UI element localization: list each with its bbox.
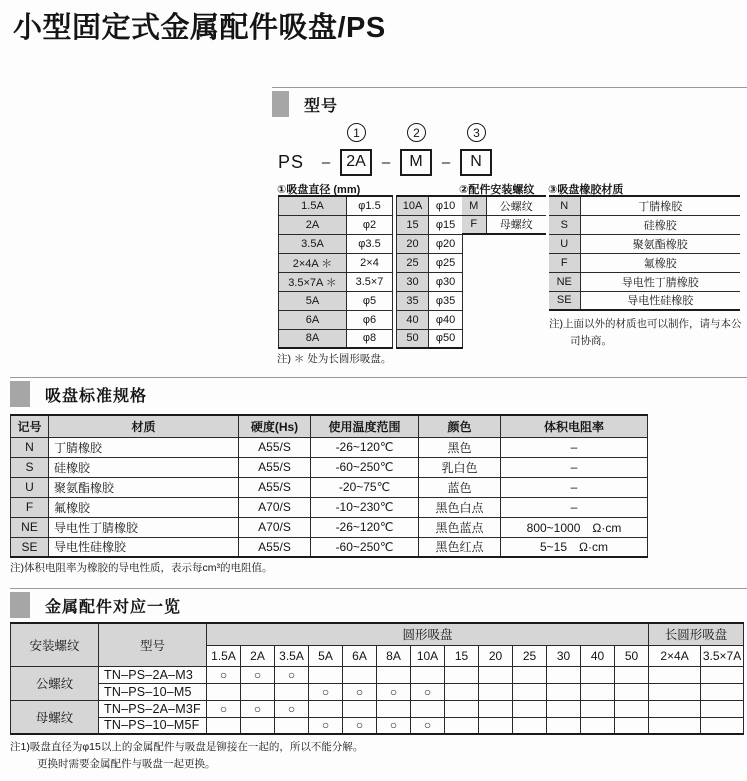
compat-mark xyxy=(581,700,615,717)
compat-mark xyxy=(207,683,241,700)
col-header: 颜色 xyxy=(419,415,501,437)
table-row xyxy=(279,310,393,329)
size-value: φ3.5 xyxy=(347,234,393,253)
size-value: φ2 xyxy=(347,215,393,234)
compat-mark xyxy=(701,717,744,734)
thread-type: 母螺纹 xyxy=(11,700,99,734)
spec-hardness: A55/S xyxy=(239,477,311,497)
compat-mark xyxy=(581,683,615,700)
table-row xyxy=(549,253,740,272)
compat-mark: ○ xyxy=(377,683,411,700)
compat-mark xyxy=(479,700,513,717)
size-header: 40 xyxy=(581,645,615,666)
table-row xyxy=(397,310,463,329)
spec-resistivity: 5~15 Ω·cm xyxy=(501,537,648,557)
size-value: φ25 xyxy=(429,253,463,272)
size-value: 3.5×7 xyxy=(347,272,393,291)
size-header: 20 xyxy=(479,645,513,666)
rubber-name: 导电性硅橡胶 xyxy=(580,291,740,310)
circled-number-2: 2 xyxy=(407,123,426,142)
compat-mark xyxy=(445,700,479,717)
size-code: 5A xyxy=(279,291,347,310)
size-header: 3.5×7A xyxy=(701,645,744,666)
size-code: 20 xyxy=(397,234,429,253)
model-number: TN–PS–10–M5 xyxy=(99,683,207,700)
size-value: 2×4 xyxy=(347,253,393,272)
spec-temp-range: -26~120℃ xyxy=(311,517,419,537)
col-header: 材质 xyxy=(49,415,239,437)
spec-material: 导电性硅橡胶 xyxy=(49,537,239,557)
section-model-number xyxy=(272,87,747,117)
diameter-table-right xyxy=(396,195,463,349)
table-row xyxy=(279,196,393,215)
spec-hardness: A55/S xyxy=(239,437,311,457)
compat-mark: ○ xyxy=(411,717,445,734)
size-value: φ15 xyxy=(429,215,463,234)
size-code: 30 xyxy=(397,272,429,291)
spec-hardness: A55/S xyxy=(239,537,311,557)
table-header-row xyxy=(11,623,744,645)
compat-mark xyxy=(513,717,547,734)
spec-temp-range: -60~250℃ xyxy=(311,537,419,557)
compat-mark: ○ xyxy=(207,666,241,683)
compat-mark: ○ xyxy=(309,683,343,700)
spec-hardness: A55/S xyxy=(239,457,311,477)
table-row xyxy=(279,234,393,253)
section-fitting xyxy=(10,588,747,618)
spec-code: S xyxy=(11,457,49,477)
spec-resistivity: – xyxy=(501,437,648,457)
table-row xyxy=(549,291,740,310)
section-title: 型号 xyxy=(304,97,339,115)
size-header: 1.5A xyxy=(207,645,241,666)
compat-mark xyxy=(241,683,275,700)
compat-mark xyxy=(547,700,581,717)
table-row xyxy=(279,253,393,272)
size-header: 30 xyxy=(547,645,581,666)
compat-mark xyxy=(411,700,445,717)
compat-mark xyxy=(649,717,701,734)
compat-mark xyxy=(377,666,411,683)
size-value: φ6 xyxy=(347,310,393,329)
model-code-thread: M xyxy=(400,149,432,176)
table-row xyxy=(397,291,463,310)
table-row xyxy=(397,272,463,291)
section-title: 金属配件对应一览 xyxy=(45,598,182,616)
table-row xyxy=(397,253,463,272)
thread-type: 公螺纹 xyxy=(11,666,99,700)
rubber-name: 丁腈橡胶 xyxy=(580,196,740,215)
table-row xyxy=(462,215,546,234)
spec-code: N xyxy=(11,437,49,457)
compat-mark xyxy=(701,700,744,717)
compat-mark xyxy=(479,666,513,683)
section-marker-icon xyxy=(272,91,289,117)
size-code: 25 xyxy=(397,253,429,272)
compat-mark: ○ xyxy=(411,683,445,700)
size-code: 2A xyxy=(279,215,347,234)
spec-color: 黑色 xyxy=(419,437,501,457)
compat-mark xyxy=(309,700,343,717)
table-row xyxy=(11,700,744,717)
model-code-diameter: 2A xyxy=(340,149,372,176)
spec-temp-range: -60~250℃ xyxy=(311,457,419,477)
compat-mark xyxy=(513,700,547,717)
compat-mark xyxy=(513,683,547,700)
compat-mark xyxy=(547,683,581,700)
fitting-notes xyxy=(10,739,363,774)
compat-mark xyxy=(445,683,479,700)
fitting-note-line2: 更换时需要金属配件与吸盘一起更换。 xyxy=(37,758,216,771)
size-code: 15 xyxy=(397,215,429,234)
model-number: TN–PS–10–M5F xyxy=(99,717,207,734)
compat-mark xyxy=(615,683,649,700)
table-row xyxy=(462,196,546,215)
section-spec xyxy=(10,377,747,407)
table-row xyxy=(11,683,744,700)
section-title: 吸盘标准规格 xyxy=(45,387,148,405)
table-row xyxy=(11,666,744,683)
spec-resistivity: 800~1000 Ω·cm xyxy=(501,517,648,537)
size-value: φ30 xyxy=(429,272,463,291)
spec-color: 乳白色 xyxy=(419,457,501,477)
compat-mark xyxy=(581,717,615,734)
spec-color: 黑色白点 xyxy=(419,497,501,517)
compat-mark: ○ xyxy=(343,717,377,734)
table-row xyxy=(279,272,393,291)
diameter-table-left xyxy=(278,195,393,349)
table-row xyxy=(397,196,463,215)
rubber-note-line2: 司协商。 xyxy=(570,335,612,348)
compat-mark xyxy=(649,666,701,683)
table-row xyxy=(279,215,393,234)
size-code: 2×4A ＊ xyxy=(279,253,347,272)
spec-resistivity: – xyxy=(501,497,648,517)
col-header-oblong: 长圆形吸盘 xyxy=(649,623,744,645)
table-row xyxy=(11,717,744,734)
col-header-thread: 安装螺纹 xyxy=(11,623,99,666)
col-header: 硬度(Hs) xyxy=(239,415,311,437)
col-header: 使用温度范围 xyxy=(311,415,419,437)
table-row xyxy=(11,537,648,557)
size-header: 10A xyxy=(411,645,445,666)
rubber-name: 聚氨酯橡胶 xyxy=(580,234,740,253)
spec-temp-range: -26~120℃ xyxy=(311,437,419,457)
section-marker-icon xyxy=(10,381,30,407)
compat-mark: ○ xyxy=(241,700,275,717)
size-code: 3.5A xyxy=(279,234,347,253)
size-code: 1.5A xyxy=(279,196,347,215)
compat-mark xyxy=(547,717,581,734)
spec-material: 导电性丁腈橡胶 xyxy=(49,517,239,537)
size-header: 8A xyxy=(377,645,411,666)
compat-mark xyxy=(701,683,744,700)
model-number-diagram xyxy=(278,147,492,177)
size-header: 50 xyxy=(615,645,649,666)
spec-note: 注)体积电阻率为橡胶的导电性质，表示每cm³的电阻值。 xyxy=(10,562,273,574)
section-marker-icon xyxy=(10,592,30,618)
model-number: TN–PS–2A–M3 xyxy=(99,666,207,683)
thread-code: M xyxy=(462,196,486,215)
size-value: φ1.5 xyxy=(347,196,393,215)
size-code: 50 xyxy=(397,329,429,348)
model-code-rubber: N xyxy=(460,149,492,176)
table-row xyxy=(11,437,648,457)
rubber-name: 导电性丁腈橡胶 xyxy=(580,272,740,291)
size-header: 6A xyxy=(343,645,377,666)
circled-number-3: 3 xyxy=(467,123,486,142)
spec-code: SE xyxy=(11,537,49,557)
spec-material: 氟橡胶 xyxy=(49,497,239,517)
spec-temp-range: -10~230℃ xyxy=(311,497,419,517)
spec-material: 丁腈橡胶 xyxy=(49,437,239,457)
fitting-note-line1: 注1)吸盘直径为φ15以上的金属配件与吸盘是铆接在一起的，所以不能分解。 xyxy=(10,741,364,753)
compat-mark xyxy=(411,666,445,683)
spec-material: 硅橡胶 xyxy=(49,457,239,477)
compat-mark xyxy=(701,666,744,683)
compat-mark xyxy=(275,717,309,734)
table-row xyxy=(549,196,740,215)
size-header: 15 xyxy=(445,645,479,666)
table-row xyxy=(11,477,648,497)
rubber-name: 氟橡胶 xyxy=(580,253,740,272)
table-row xyxy=(397,215,463,234)
compat-mark: ○ xyxy=(207,700,241,717)
compat-mark xyxy=(343,700,377,717)
spec-color: 黑色蓝点 xyxy=(419,517,501,537)
size-code: 35 xyxy=(397,291,429,310)
size-value: φ35 xyxy=(429,291,463,310)
spec-color: 黑色红点 xyxy=(419,537,501,557)
size-value: φ20 xyxy=(429,234,463,253)
page-title: 小型固定式金属配件吸盘/PS xyxy=(13,12,386,44)
spec-color: 蓝色 xyxy=(419,477,501,497)
compat-mark xyxy=(377,700,411,717)
spec-code: NE xyxy=(11,517,49,537)
size-code: 8A xyxy=(279,329,347,348)
circled-number-1: 1 xyxy=(347,123,366,142)
table-row xyxy=(549,234,740,253)
model-dash: – xyxy=(381,153,391,171)
compat-mark xyxy=(513,666,547,683)
size-code: 10A xyxy=(397,196,429,215)
rubber-code: N xyxy=(549,196,580,215)
compat-mark xyxy=(275,683,309,700)
rubber-code: U xyxy=(549,234,580,253)
thread-name: 母螺纹 xyxy=(486,215,546,234)
size-code: 6A xyxy=(279,310,347,329)
spec-resistivity: – xyxy=(501,477,648,497)
spec-code: F xyxy=(11,497,49,517)
table-row xyxy=(11,497,648,517)
spec-resistivity: – xyxy=(501,457,648,477)
table-row xyxy=(279,329,393,348)
size-header: 5A xyxy=(309,645,343,666)
table-row xyxy=(279,291,393,310)
compat-mark: ○ xyxy=(343,683,377,700)
compat-mark xyxy=(547,666,581,683)
thread-code: F xyxy=(462,215,486,234)
model-prefix: PS xyxy=(278,151,305,172)
size-value: φ8 xyxy=(347,329,393,348)
compat-mark xyxy=(615,717,649,734)
col-header: 体积电阻率 xyxy=(501,415,648,437)
spec-temp-range: -20~75℃ xyxy=(311,477,419,497)
rubber-code: F xyxy=(549,253,580,272)
rubber-table-label: ③吸盘橡胶材质 xyxy=(548,184,624,196)
thread-table xyxy=(462,195,546,235)
compat-mark xyxy=(343,666,377,683)
compat-mark xyxy=(615,666,649,683)
spec-table xyxy=(10,414,648,558)
rubber-code: NE xyxy=(549,272,580,291)
size-header: 2A xyxy=(241,645,275,666)
compat-mark xyxy=(445,666,479,683)
rubber-table xyxy=(549,195,740,311)
fitting-table xyxy=(10,622,744,735)
spec-material: 聚氨酯橡胶 xyxy=(49,477,239,497)
col-header-round: 圆形吸盘 xyxy=(207,623,649,645)
compat-mark xyxy=(615,700,649,717)
spec-hardness: A70/S xyxy=(239,517,311,537)
col-header-model: 型号 xyxy=(99,623,207,666)
compat-mark xyxy=(649,700,701,717)
col-header: 记号 xyxy=(11,415,49,437)
table-row xyxy=(397,329,463,348)
thread-name: 公螺纹 xyxy=(486,196,546,215)
compat-mark: ○ xyxy=(275,700,309,717)
compat-mark: ○ xyxy=(275,666,309,683)
diameter-table-label: ①吸盘直径 (mm) xyxy=(277,184,361,196)
size-value: φ10 xyxy=(429,196,463,215)
model-dash: – xyxy=(441,153,451,171)
compat-mark xyxy=(479,683,513,700)
size-code: 40 xyxy=(397,310,429,329)
size-value: φ50 xyxy=(429,329,463,348)
compat-mark xyxy=(649,683,701,700)
model-number: TN–PS–2A–M3F xyxy=(99,700,207,717)
diameter-note: 注) ＊ 处为长圆形吸盘。 xyxy=(277,353,392,365)
model-dash: – xyxy=(321,153,331,171)
compat-mark xyxy=(445,717,479,734)
table-row xyxy=(11,457,648,477)
compat-mark: ○ xyxy=(377,717,411,734)
size-code: 3.5×7A ＊ xyxy=(279,272,347,291)
compat-mark xyxy=(309,666,343,683)
spec-hardness: A70/S xyxy=(239,497,311,517)
table-row xyxy=(549,272,740,291)
compat-mark xyxy=(207,717,241,734)
size-header: 25 xyxy=(513,645,547,666)
rubber-name: 硅橡胶 xyxy=(580,215,740,234)
spec-code: U xyxy=(11,477,49,497)
size-header: 2×4A xyxy=(649,645,701,666)
table-row xyxy=(397,234,463,253)
rubber-note-line1: 注)上面以外的材质也可以制作，请与本公 xyxy=(549,318,742,330)
size-value: φ40 xyxy=(429,310,463,329)
compat-mark: ○ xyxy=(241,666,275,683)
rubber-note xyxy=(549,316,744,351)
thread-table-label: ②配件安装螺纹 xyxy=(459,184,535,196)
compat-mark: ○ xyxy=(309,717,343,734)
table-header-row xyxy=(11,415,648,437)
compat-mark xyxy=(241,717,275,734)
compat-mark xyxy=(479,717,513,734)
size-value: φ5 xyxy=(347,291,393,310)
table-row xyxy=(549,215,740,234)
table-row xyxy=(11,517,648,537)
size-header: 3.5A xyxy=(275,645,309,666)
compat-mark xyxy=(581,666,615,683)
rubber-code: S xyxy=(549,215,580,234)
rubber-code: SE xyxy=(549,291,580,310)
